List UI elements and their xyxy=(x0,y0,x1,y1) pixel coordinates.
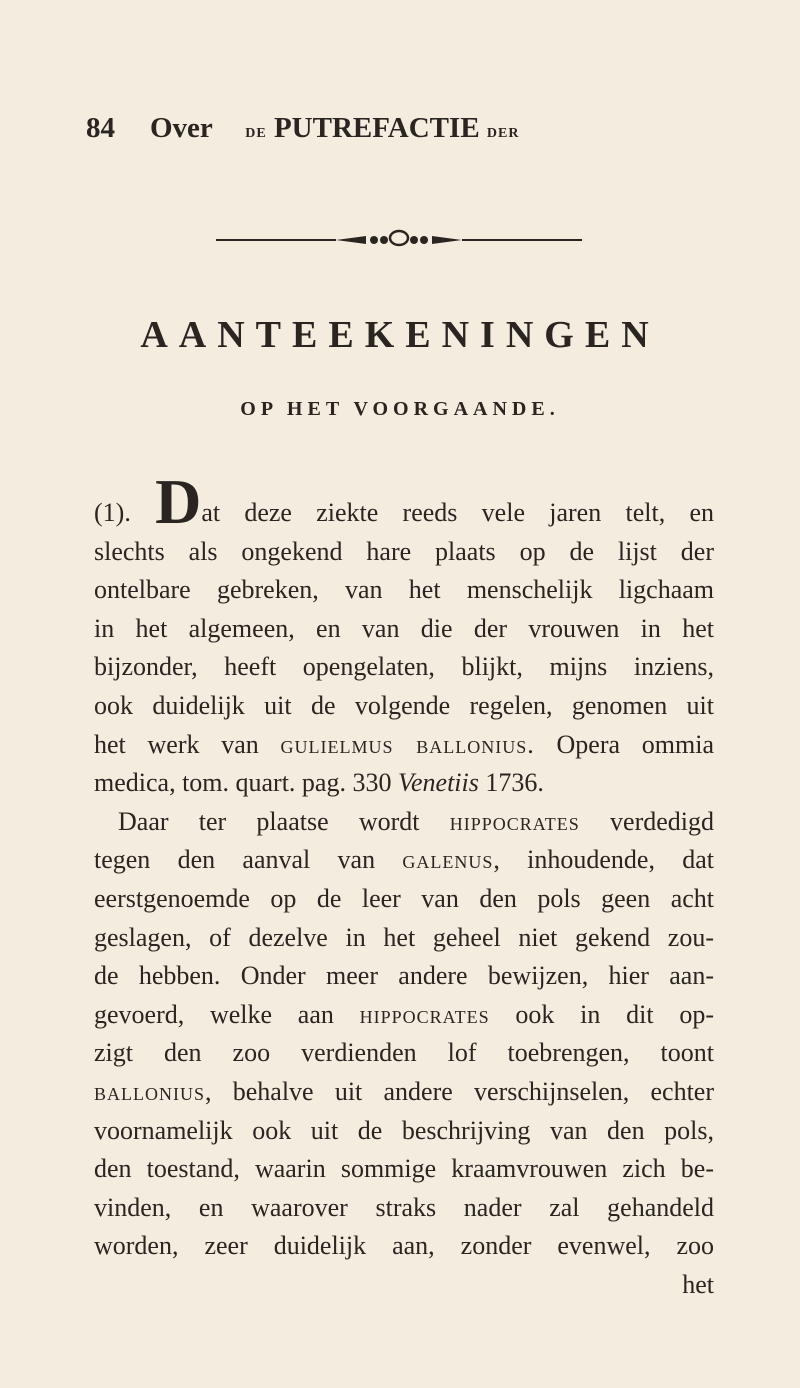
author-name: hippocrates xyxy=(359,999,490,1029)
catchword: het xyxy=(682,1269,714,1299)
running-title-main: PUTREFACTIE xyxy=(273,112,480,144)
drop-cap: D xyxy=(155,466,202,537)
running-title-over: Over xyxy=(150,112,213,144)
text-line: voornamelijk ook uit de beschrijving van den pols, xyxy=(94,1115,714,1145)
text-line: medica, tom. quart. pag. 330 Venetiis 1736. xyxy=(94,768,544,798)
section-subtitle: OP HET VOORGAANDE. xyxy=(240,398,560,420)
author-name: galenus xyxy=(402,845,494,875)
text-line: (1). Dat deze ziekte reeds vele jaren telt, en xyxy=(94,466,714,537)
page-number: 84 xyxy=(86,112,115,144)
author-name: gulielmus ballonius. xyxy=(280,729,535,759)
body-text xyxy=(94,466,715,1304)
text-line: worden, zeer duidelijk aan, zonder evenwel, zoo xyxy=(94,1231,714,1261)
text-line: vinden, en waarover straks nader zal gehandeld xyxy=(94,1192,714,1222)
text-line: in het algemeen, en van die der vrouwen in het xyxy=(94,613,714,643)
text-line: eerstgenoemde op de leer van den pols geen acht xyxy=(94,883,714,913)
text-line: den toestand, waarin sommige kraamvrouwen zich be- xyxy=(94,1154,714,1184)
running-title-der: der xyxy=(486,120,520,142)
author-name: hippocrates xyxy=(449,806,580,836)
running-title-de: de xyxy=(245,120,267,142)
running-header xyxy=(86,112,726,145)
place-name: Venetiis xyxy=(397,768,479,798)
text-line: zigt den zoo verdienden lof toebrengen, toont xyxy=(94,1038,714,1068)
text-line: Daar ter plaatse wordt hippocrates verdedigd xyxy=(118,806,715,836)
text-line: gevoerd, welke aan hippocrates ook in dit op- xyxy=(94,999,714,1029)
text-line: ook duidelijk uit de volgende regelen, genomen uit xyxy=(94,690,714,720)
text-line: bijzonder, heeft opengelaten, blijkt, mijns inziens, xyxy=(94,652,714,682)
section-title: AANTEEKENINGEN xyxy=(140,314,660,356)
text-line: ontelbare gebreken, van het menschelijk ligchaam xyxy=(94,575,714,605)
text-line: ballonius, behalve uit andere verschijnselen, echter xyxy=(94,1076,714,1106)
text-line: de hebben. Onder meer andere bewijzen, hier aan- xyxy=(94,961,714,991)
ornamental-rule-icon xyxy=(216,226,582,250)
text-line: tegen den aanval van galenus, inhoudende, dat xyxy=(94,845,714,875)
text-line: slechts als ongekend hare plaats op de lijst der xyxy=(94,536,714,566)
note-marker: (1). xyxy=(94,498,131,527)
author-name: ballonius xyxy=(94,1076,205,1106)
text-line: geslagen, of dezelve in het geheel niet gekend zou- xyxy=(94,922,714,952)
text-line: het werk van gulielmus ballonius. Opera ommia xyxy=(94,729,715,759)
